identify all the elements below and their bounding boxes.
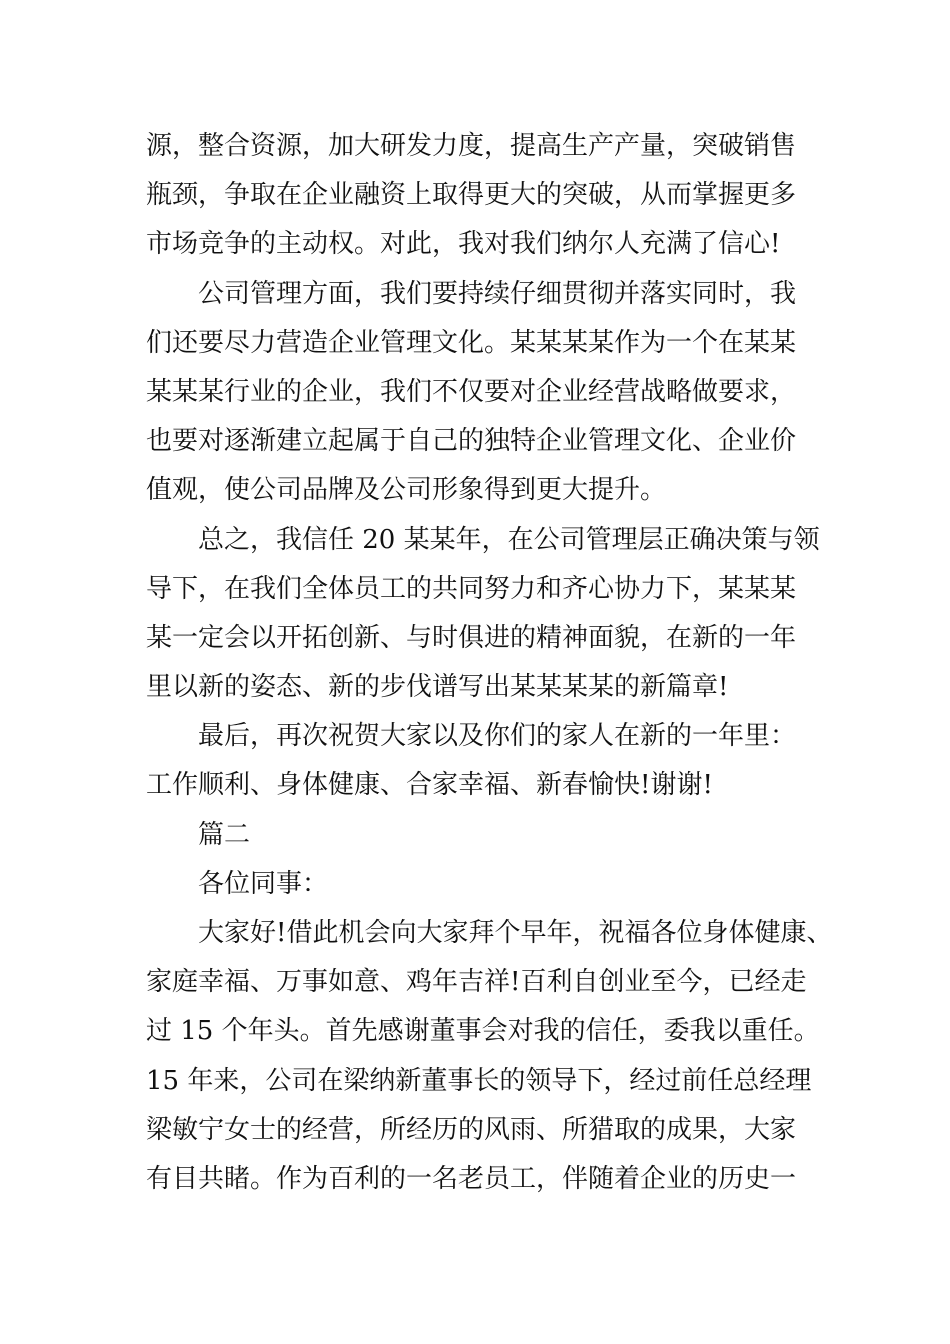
paragraph-start-line: 大家好!借此机会向大家拜个早年，祝福各位身体健康、: [198, 918, 833, 948]
text-line: 导下，在我们全体员工的共同努力和齐心协力下，某某某: [146, 573, 797, 604]
text-line: 们还要尽力营造企业管理文化。某某某某作为一个在某某: [146, 327, 797, 358]
document-body: [146, 122, 833, 1204]
paragraph-start-line: 公司管理方面，我们要持续仔细贯彻并落实同时，我: [198, 278, 797, 309]
text-line: 某一定会以开拓创新、与时俱进的精神面貌，在新的一年: [146, 622, 797, 653]
text-line: 里以新的姿态、新的步伐谱写出某某某某的新篇章!: [146, 672, 729, 703]
text-line: 梁敏宁女士的经营，所经历的风雨、所猎取的成果，大家: [146, 1114, 797, 1145]
salutation-line: 各位同事：: [198, 868, 329, 899]
text-line: 源，整合资源，加大研发力度，提高生产产量，突破销售: [146, 131, 797, 161]
text-line: 某某某行业的企业，我们不仅要对企业经营战略做要求，: [146, 376, 797, 407]
section-heading: 篇二: [198, 819, 251, 850]
text-line: 市场竞争的主动权。对此，我对我们纳尔人充满了信心!: [146, 229, 781, 260]
text-line: 15 年来，公司在梁纳新董事长的领导下，经过前任总经理: [146, 1065, 812, 1096]
text-line: 过 15 个年头。首先感谢董事会对我的信任，委我以重任。: [146, 1016, 820, 1047]
text-line: 工作顺利、身体健康、合家幸福、新春愉快!谢谢!: [146, 770, 713, 801]
text-line: 家庭幸福、万事如意、鸡年吉祥!百利自创业至今，已经走: [146, 967, 807, 998]
paragraph-start-line: 总之，我信任 20 某某年，在公司管理层正确决策与领: [198, 524, 820, 555]
text-line: 瓶颈，争取在企业融资上取得更大的突破，从而掌握更多: [146, 180, 797, 211]
paragraph-start-line: 最后，再次祝贺大家以及你们的家人在新的一年里：: [198, 721, 797, 752]
text-line: 值观，使公司品牌及公司形象得到更大提升。: [146, 475, 667, 506]
text-line: 也要对逐渐建立起属于自己的独特企业管理文化、企业价: [146, 426, 797, 457]
text-line: 有目共睹。作为百利的一名老员工，伴随着企业的历史一: [146, 1163, 797, 1194]
